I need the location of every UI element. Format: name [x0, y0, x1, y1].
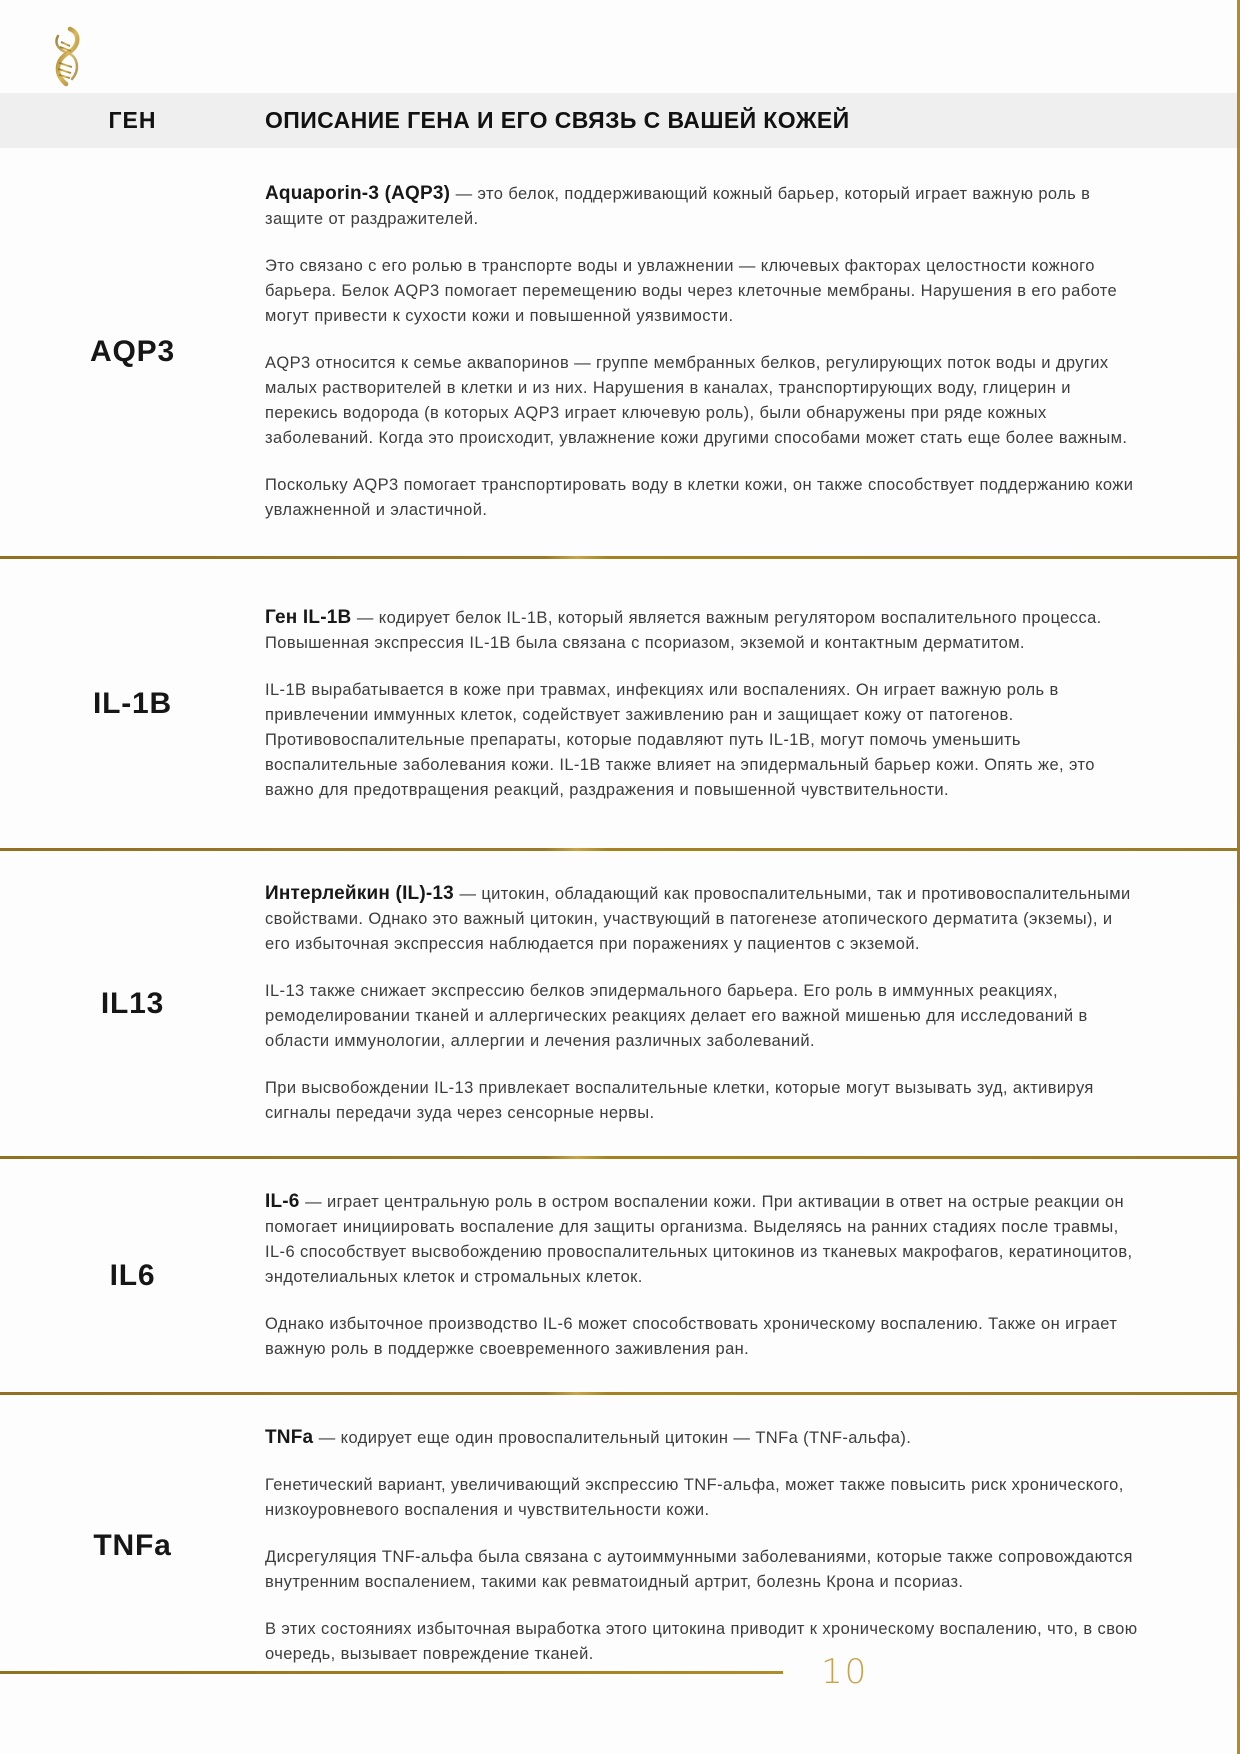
gene-table — [0, 148, 1240, 1697]
brand-row — [0, 0, 1240, 93]
gene-paragraph: Генетический вариант, увеличивающий экспрессию TNF-альфа, может также повысить риск хронического, низкоуровневого воспаления и чувствительности кожи. — [265, 1476, 1124, 1519]
gene-label: TNFa — [93, 1529, 172, 1562]
header-gene-col: ГЕН — [108, 107, 157, 133]
gene-paragraph: TNFa — кодирует еще один провоспалительный цитокин — TNFa (TNF-альфа). — [265, 1427, 912, 1448]
gene-paragraph: Однако избыточное производство IL-6 может способствовать хроническому воспалению. Также он играет важную роль в поддержке своевременного заживления ран. — [265, 1315, 1118, 1358]
page-footer — [0, 1652, 1240, 1692]
gene-paragraph: AQP3 относится к семье аквапоринов — группе мембранных белков, регулирующих поток воды и других малых растворителей в клетки и из них. Нарушения в каналах, транспортирующих воду, глицерин и перекись водорода (в которых AQP3 играет ключевую роль), были обнаружены при ряде кожных заболеваний. Когда это происходит, увлажнение кожи другими способами может стать еще более важным. — [265, 354, 1128, 447]
gene-paragraph: Это связано с его ролью в транспорте воды и увлажнении — ключевых факторах целостности кожного барьера. Белок AQP3 помогает перемещению воды через клеточные мембраны. Нарушения в его работе могут привести к сухости кожи и повышенной уязвимости. — [265, 257, 1118, 325]
gene-lead: Ген IL-1B — [265, 606, 357, 628]
gene-paragraph: IL-6 — играет центральную роль в остром воспалении кожи. При активации в ответ на острые реакции он помогает инициировать воспаление для защиты организма. Выделяясь на ранних стадиях после травмы, IL-6 способствует высвобождению провоспалительных цитокинов из тканевых макрофагов, кератиноцитов, эндотелиальных клеток и стромальных клеток. — [265, 1191, 1133, 1286]
gene-label-cell — [0, 1259, 265, 1293]
gene-paragraph: В этих состояниях избыточная выработка этого цитокина приводит к хроническому воспалению, что, в свою очередь, вызывает повреждение тканей. — [265, 1620, 1138, 1663]
gene-lead: Aquaporin-3 (AQP3) — [265, 183, 456, 204]
gene-lead: IL-6 — [265, 1191, 306, 1212]
gene-section — [0, 1159, 1240, 1392]
gene-description — [265, 851, 1240, 1156]
gene-paragraph: Дисрегуляция TNF-альфа была связана с аутоиммунными заболеваниями, которые также сопровождаются внутренним воспалением, такими как ревматоидный артрит, болезнь Крона и псориаз. — [265, 1548, 1133, 1591]
gene-paragraph: Ген IL-1B — кодирует белок IL-1B, который является важным регулятором воспалительного процесса. Повышенная экспрессия IL-1B была связана с псориазом, экземой и контактным дерматитом. — [265, 606, 1102, 652]
gene-paragraph: Aquaporin-3 (AQP3) — это белок, поддерживающий кожный барьер, который играет важную роль в защите от раздражителей. — [265, 183, 1091, 228]
gene-label-cell — [0, 687, 265, 721]
gene-paragraph: Поскольку AQP3 помогает транспортировать воду в клетки кожи, он также способствует поддержанию кожи увлажненной и эластичной. — [265, 476, 1134, 519]
gene-label-cell — [0, 987, 265, 1021]
gene-label: IL13 — [100, 986, 165, 1020]
page-number: 10 — [821, 1652, 869, 1692]
gene-label: IL-1B — [93, 686, 172, 720]
dna-helix-icon — [46, 26, 82, 88]
gene-description — [265, 575, 1240, 833]
gene-description — [265, 1159, 1240, 1392]
gene-label: AQP3 — [90, 335, 175, 368]
gene-lead: Интерлейкин (IL)-13 — [265, 883, 460, 904]
gene-section — [0, 148, 1240, 556]
gene-paragraph: IL-13 также снижает экспрессию белков эпидермального барьера. Его роль в иммунных реакциях, ремоделировании тканей и аллергических реакциях делает его важной мишенью для исследований в области иммунологии, аллергии и лечения различных заболеваний. — [265, 982, 1088, 1050]
gene-paragraph: Интерлейкин (IL)-13 — цитокин, обладающий как провоспалительными, так и противовоспалительными свойствами. Однако это важный цитокин, участвующий в патогенезе атопического дерматита (экземы), и его избыточная экспрессия наблюдается при поражениях у пациентов с экземой. — [265, 883, 1131, 953]
gene-label-cell — [0, 1529, 265, 1563]
header-description-col: ОПИСАНИЕ ГЕНА И ЕГО СВЯЗЬ С ВАШЕЙ КОЖЕЙ — [265, 107, 850, 133]
gene-paragraph: При высвобождении IL-13 привлекает воспалительные клетки, которые могут вызывать зуд, активируя сигналы передачи зуда через сенсорные нервы. — [265, 1079, 1094, 1122]
gene-paragraph: IL-1B вырабатывается в коже при травмах, инфекциях или воспалениях. Он играет важную роль в привлечении иммунных клеток, содействует заживлению ран и защищает кожу от патогенов. Противовоспалительные препараты, которые подавляют путь IL-1B, могут помочь уменьшить воспалительные заболевания кожи. IL-1B также влияет на эпидермальный барьер кожи. Опять же, это важно для предотвращения реакций, раздражения и повышенной чувствительности. — [265, 680, 1095, 799]
footer-rule — [0, 1671, 783, 1674]
table-header — [0, 93, 1240, 148]
gene-description — [265, 151, 1240, 553]
gene-label-cell — [0, 335, 265, 369]
gene-section — [0, 851, 1240, 1156]
gene-label: IL6 — [109, 1258, 156, 1292]
gene-lead: TNFa — [265, 1427, 319, 1448]
gene-section — [0, 559, 1240, 848]
